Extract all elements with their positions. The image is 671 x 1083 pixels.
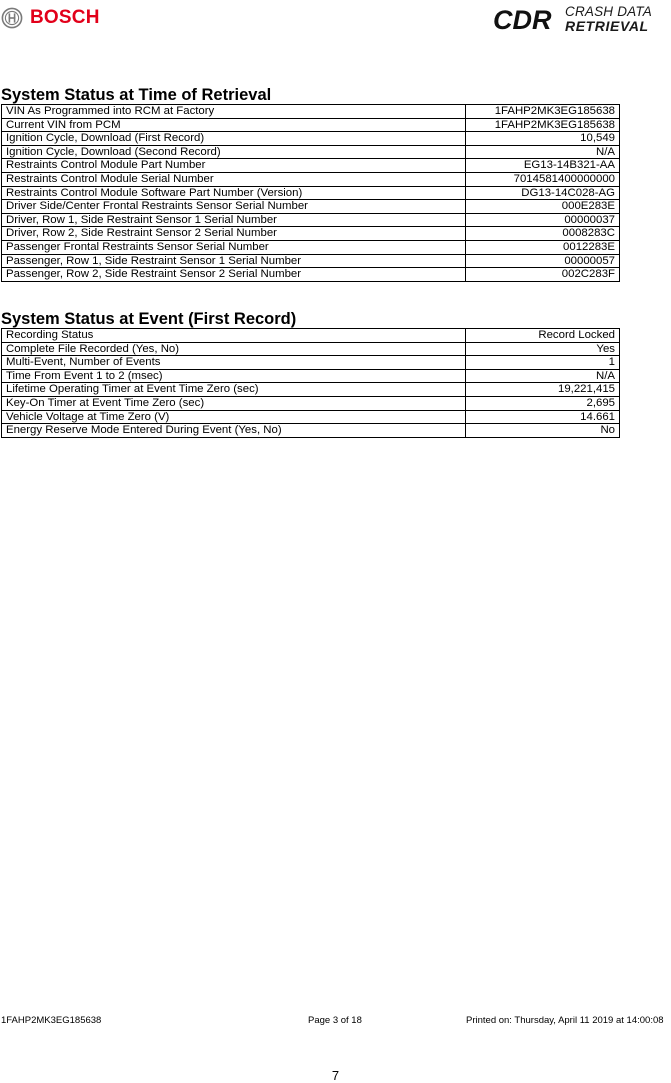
cdr-logo-mark	[493, 6, 561, 32]
row-label: Time From Event 1 to 2 (msec)	[2, 369, 466, 383]
cdr-logo-line2: RETRIEVAL	[565, 18, 649, 34]
event-status-table	[1, 328, 620, 438]
row-value: Yes	[466, 342, 620, 356]
row-value: 002C283F	[466, 268, 620, 282]
table-row	[2, 145, 620, 159]
row-label: Driver, Row 2, Side Restraint Sensor 2 Serial Number	[2, 227, 466, 241]
table-row	[2, 342, 620, 356]
page-header	[0, 0, 671, 40]
row-label: Ignition Cycle, Download (Second Record)	[2, 145, 466, 159]
table-row	[2, 227, 620, 241]
row-label: Key-On Timer at Event Time Zero (sec)	[2, 396, 466, 410]
row-value: 10,549	[466, 132, 620, 146]
table-row	[2, 268, 620, 282]
table-row	[2, 369, 620, 383]
footer-printed-on: Printed on: Thursday, April 11 2019 at 14:00:08	[466, 1015, 664, 1026]
table-row	[2, 213, 620, 227]
cdr-logo-line1: CRASH DATA	[565, 4, 653, 19]
cdr-logo	[493, 2, 669, 34]
row-value: 1	[466, 356, 620, 370]
table-row	[2, 254, 620, 268]
row-value: 00000037	[466, 213, 620, 227]
table-row	[2, 132, 620, 146]
row-value: 19,221,415	[466, 383, 620, 397]
row-value: 000E283E	[466, 200, 620, 214]
row-value: 00000057	[466, 254, 620, 268]
footer-vin: 1FAHP2MK3EG185638	[1, 1015, 102, 1026]
row-label: Vehicle Voltage at Time Zero (V)	[2, 410, 466, 424]
row-label: Complete File Recorded (Yes, No)	[2, 342, 466, 356]
table-row	[2, 329, 620, 343]
row-label: Restraints Control Module Serial Number	[2, 172, 466, 186]
row-value: 0012283E	[466, 240, 620, 254]
cdr-logo-mark-text: CDR	[493, 6, 552, 32]
footer-page-of: Page 3 of 18	[308, 1015, 362, 1026]
row-value: N/A	[466, 145, 620, 159]
table-row	[2, 186, 620, 200]
row-label: VIN As Programmed into RCM at Factory	[2, 105, 466, 119]
table-row	[2, 396, 620, 410]
row-label: Passenger Frontal Restraints Sensor Serial Number	[2, 240, 466, 254]
row-label: Restraints Control Module Part Number	[2, 159, 466, 173]
table-row	[2, 105, 620, 119]
table-row	[2, 410, 620, 424]
retrieval-section-title: System Status at Time of Retrieval	[1, 86, 272, 104]
row-value: DG13-14C028-AG	[466, 186, 620, 200]
row-label: Multi-Event, Number of Events	[2, 356, 466, 370]
row-value: 14.661	[466, 410, 620, 424]
row-label: Ignition Cycle, Download (First Record)	[2, 132, 466, 146]
row-value: 1FAHP2MK3EG185638	[466, 105, 620, 119]
table-row	[2, 172, 620, 186]
row-label: Lifetime Operating Timer at Event Time Zero (sec)	[2, 383, 466, 397]
table-row	[2, 200, 620, 214]
table-row	[2, 383, 620, 397]
table-row	[2, 356, 620, 370]
page-number: 7	[331, 1068, 340, 1083]
row-value: 7014581400000000	[466, 172, 620, 186]
row-value: EG13-14B321-AA	[466, 159, 620, 173]
row-value: N/A	[466, 369, 620, 383]
row-label: Energy Reserve Mode Entered During Event (Yes, No)	[2, 424, 466, 438]
row-label: Restraints Control Module Software Part Number (Version)	[2, 186, 466, 200]
row-value: 2,695	[466, 396, 620, 410]
table-row	[2, 118, 620, 132]
row-label: Driver Side/Center Frontal Restraints Sensor Serial Number	[2, 200, 466, 214]
table-row	[2, 424, 620, 438]
row-value: 1FAHP2MK3EG185638	[466, 118, 620, 132]
row-label: Passenger, Row 1, Side Restraint Sensor 1 Serial Number	[2, 254, 466, 268]
retrieval-status-table	[1, 104, 620, 282]
bosch-logo-text: BOSCH	[30, 7, 100, 28]
row-value: Record Locked	[466, 329, 620, 343]
row-value: 0008283C	[466, 227, 620, 241]
bosch-armature-icon	[1, 7, 23, 29]
row-label: Current VIN from PCM	[2, 118, 466, 132]
row-label: Recording Status	[2, 329, 466, 343]
row-label: Driver, Row 1, Side Restraint Sensor 1 Serial Number	[2, 213, 466, 227]
table-row	[2, 240, 620, 254]
event-section-title: System Status at Event (First Record)	[1, 310, 297, 328]
table-row	[2, 159, 620, 173]
row-value: No	[466, 424, 620, 438]
row-label: Passenger, Row 2, Side Restraint Sensor 2 Serial Number	[2, 268, 466, 282]
bosch-logo	[1, 6, 100, 30]
